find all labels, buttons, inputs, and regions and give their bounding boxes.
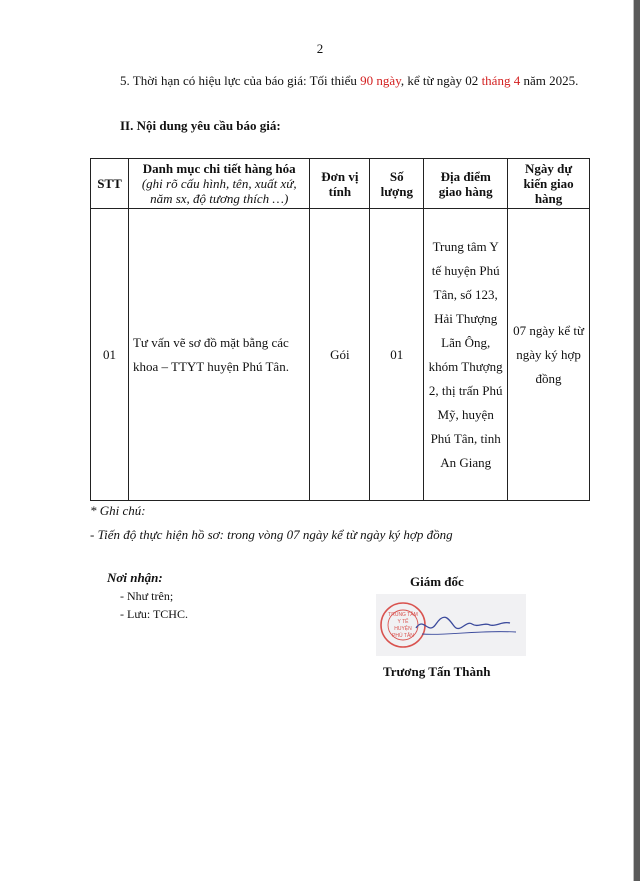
signature-title: Giám đốc xyxy=(410,574,464,589)
header-item xyxy=(128,159,309,209)
table-header-row xyxy=(91,159,590,209)
header-stt: STT xyxy=(91,159,129,209)
cell-stt: 01 xyxy=(91,209,129,501)
cell-unit: Gói xyxy=(310,209,370,501)
recipient-item: - Như trên; xyxy=(120,589,174,603)
validity-text-c: , kể từ ngày 02 xyxy=(400,73,482,88)
svg-text:Y TẾ: Y TẾ xyxy=(397,619,409,625)
stamp-signature-image xyxy=(376,594,526,656)
cell-location: Trung tâm Y tế huyện Phú Tân, số 123, Hải Thượng Lãn Ông, khóm Thượng 2, thị trấn Phú Mỹ, huyện Phú Tân, tỉnh An Giang xyxy=(424,209,508,501)
validity-month: tháng 4 xyxy=(481,73,521,88)
header-date: Ngày dự kiến giao hàng xyxy=(508,159,590,209)
page-number: 2 xyxy=(316,41,324,56)
note-label: * Ghi chú: xyxy=(90,503,146,518)
svg-text:PHÚ TÂN: PHÚ TÂN xyxy=(392,633,414,639)
cell-item: Tư vấn vẽ sơ đồ mặt bằng các khoa – TTYT huyện Phú Tân. xyxy=(128,209,309,501)
validity-days: 90 ngày xyxy=(360,73,401,88)
header-item-main: Danh mục chi tiết hàng hóa xyxy=(142,161,296,176)
validity-paragraph xyxy=(90,68,590,93)
cell-qty: 01 xyxy=(370,209,424,501)
header-unit: Đơn vị tính xyxy=(310,159,370,209)
quote-request-table xyxy=(90,158,590,501)
cell-date: 07 ngày kể từ ngày ký hợp đồng xyxy=(508,209,590,501)
header-location: Địa điểm giao hàng xyxy=(424,159,508,209)
section-title: II. Nội dung yêu cầu báo giá: xyxy=(120,118,281,133)
validity-text-a: 5. Thời hạn có hiệu lực của báo giá: Tối thiểu xyxy=(120,73,361,88)
validity-text-e: năm 2025. xyxy=(520,73,579,88)
table-row xyxy=(91,209,590,501)
recipients-title: Nơi nhận: xyxy=(107,570,163,585)
header-qty: Số lượng xyxy=(370,159,424,209)
viewer-scrollbar-edge xyxy=(634,0,640,881)
svg-text:HUYỆN: HUYỆN xyxy=(394,626,412,632)
signer-name: Trương Tấn Thành xyxy=(383,664,491,679)
recipient-item: - Lưu: TCHC. xyxy=(120,607,188,621)
header-item-sub: (ghi rõ cấu hình, tên, xuất xứ, năm sx, độ tương thích …) xyxy=(141,176,297,206)
note-text: - Tiến độ thực hiện hồ sơ: trong vòng 07 ngày kể từ ngày ký hợp đồng xyxy=(90,527,453,542)
svg-text:TRUNG TÂM: TRUNG TÂM xyxy=(388,612,418,618)
